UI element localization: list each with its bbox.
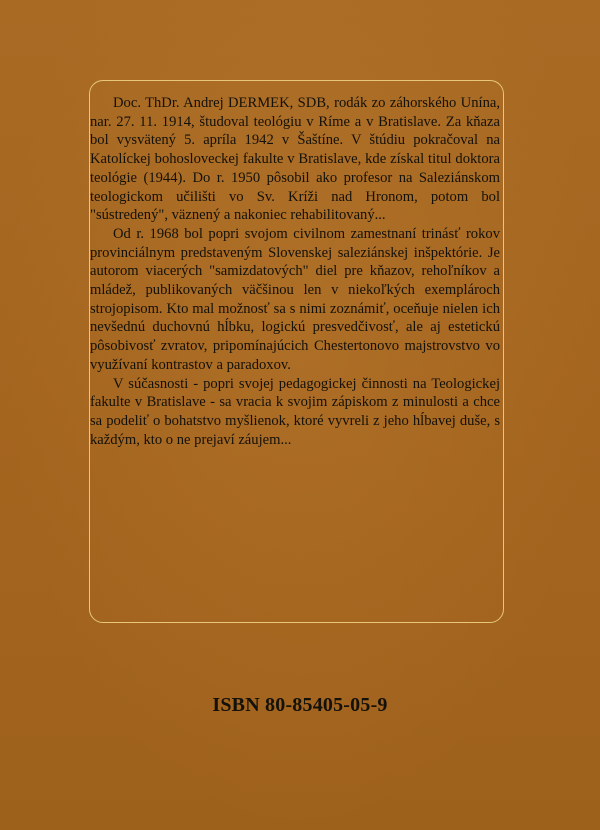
isbn-number: ISBN 80-85405-05-9 — [212, 694, 388, 716]
bio-paragraph-1: Doc. ThDr. Andrej DERMEK, SDB, rodák zo záhorského Unína, nar. 27. 11. 1914, študoval teológiu v Ríme a v Bratislave. Za kňaza bol vysvätený 5. apríla 1942 v Šaštíne. V štúdiu pokračoval na Katolíckej bohosloveckej fakulte v Bratislave, kde získal titul doktora teológie (1944). Do r. 1950 pôsobil ako profesor na Saleziánskom teologickom učilišti vo Sv. Kríži nad Hronom, potom bol "sústredený", väznený a nakoniec rehabilitovaný... — [90, 95, 500, 224]
bio-paragraph-3: V súčasnosti - popri svojej pedagogickej činnosti na Teologickej fakulte v Bratislave - sa vracia k svojim zápiskom z minulosti a chce sa podeliť o bohatstvo myšlienok, ktoré vyvreli z jeho hĺbavej duše, s každým, kto o ne prejaví záujem... — [90, 375, 500, 448]
bio-paragraph-2: Od r. 1968 bol popri svojom civilnom zamestnaní trinásť rokov provinciálnym predstaveným Slovenskej saleziánskej inšpektórie. Je autorom viacerých "samizdatových" diel pre kňazov, rehoľníkov a mládež, publikovaných väčšinou len v niekoľkých exemplároch strojopisom. Kto mal možnosť sa s nimi zoznámiť, oceňuje nielen ich nevšednú duchovnú hĺbku, logickú presvedčivosť, ale aj estetickú pôsobivosť zvratov, pripomínajúcich Chestertonovo majstrovstvo vo využívaní kontrastov a paradoxov. — [90, 225, 500, 373]
author-bio — [90, 94, 500, 449]
